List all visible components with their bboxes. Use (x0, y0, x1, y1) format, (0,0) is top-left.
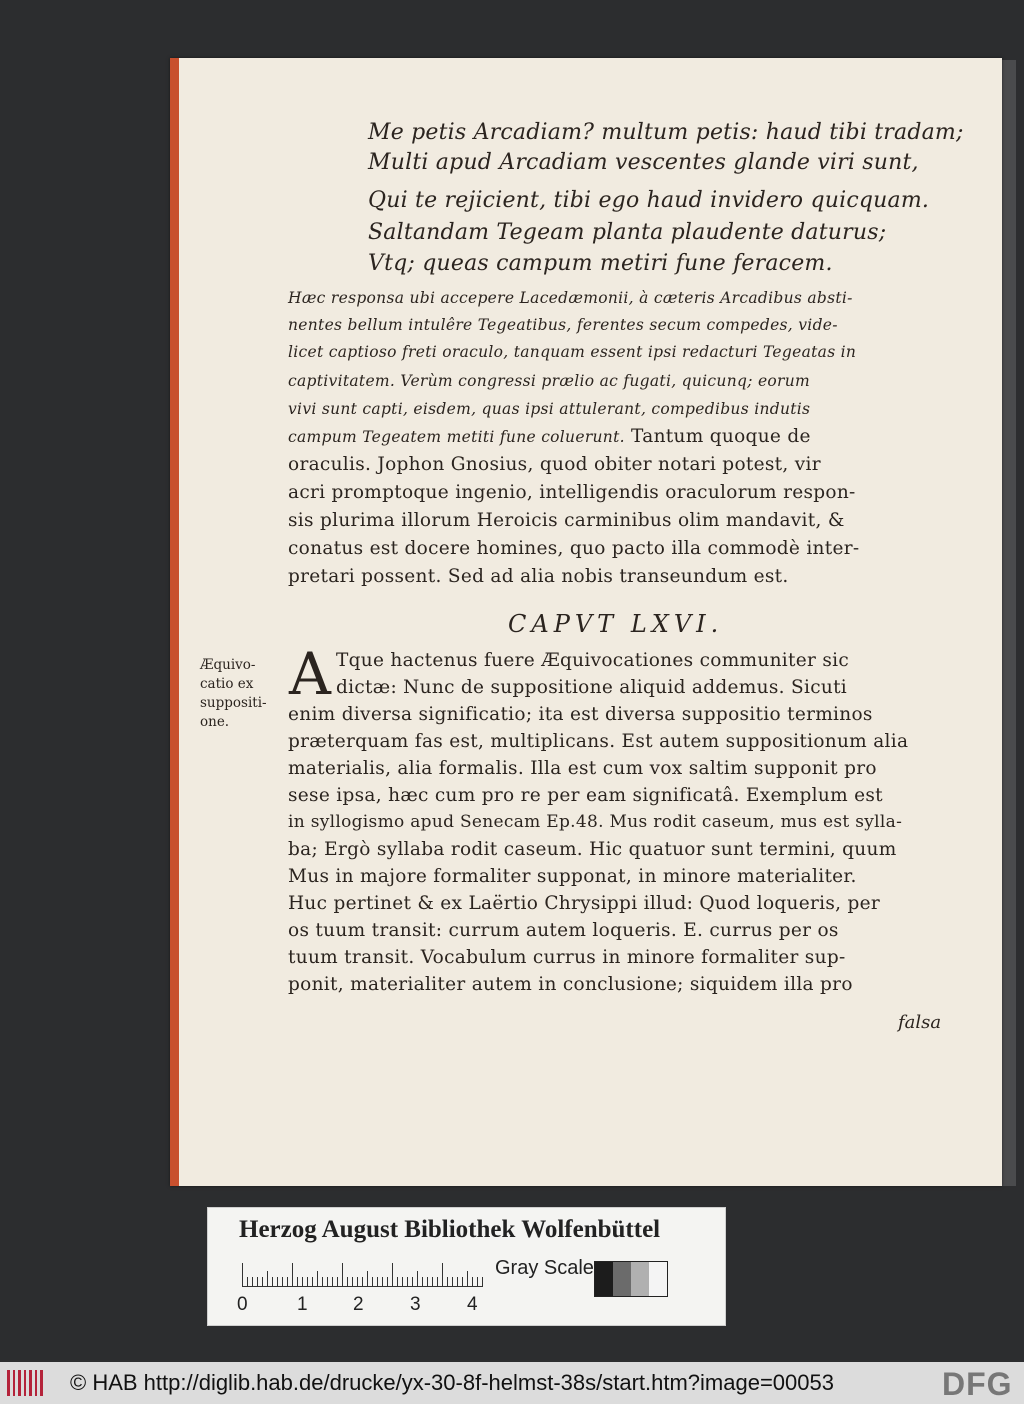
ruler-tick (442, 1263, 443, 1287)
ruler-tick (252, 1277, 253, 1287)
ruler-tick (417, 1271, 418, 1287)
ruler-tick (467, 1271, 468, 1287)
italic-paragraph-line: vivi sunt capti, eisdem, quas ipsi attulerant, compedibus indutis (288, 400, 811, 418)
chapter-line: materialis, alia formalis. Illa est cum vox saltim supponit pro (288, 758, 877, 779)
chapter-line: sese ipsa, hæc cum pro re per eam significatâ. Exemplum est (288, 785, 883, 806)
chapter-line: os tuum transit: currum autem loqueris. E. currus per os (288, 920, 839, 941)
italic-paragraph-line: Hæc responsa ubi accepere Lacedæmonii, à cæteris Arcadibus absti- (288, 289, 853, 307)
ruler-tick (382, 1277, 383, 1287)
ruler-tick (337, 1277, 338, 1287)
ruler-tick (357, 1277, 358, 1287)
body-line: sis plurima illorum Heroicis carminibus olim mandavit, & (288, 510, 845, 531)
body-line: pretari possent. Sed ad alia nobis transeundum est. (288, 566, 789, 587)
ruler-tick (412, 1277, 413, 1287)
chapter-line: tuum transit. Vocabulum currus in minore formaliter sup- (288, 947, 846, 968)
ruler-tick (402, 1277, 403, 1287)
ruler-number: 1 (297, 1294, 308, 1315)
ruler-tick (287, 1277, 288, 1287)
margin-note-line: suppositi- (200, 695, 267, 711)
ruler-tick (297, 1277, 298, 1287)
ruler-tick (347, 1277, 348, 1287)
gray-scale-swatches (594, 1261, 668, 1297)
chapter-line: præterquam fas est, multiplicans. Est autem suppositionum alia (288, 731, 909, 752)
catchword: falsa (898, 1012, 942, 1033)
gray-swatch (631, 1262, 649, 1296)
ruler-tick (307, 1277, 308, 1287)
ruler-tick (332, 1277, 333, 1287)
ruler-tick (367, 1271, 368, 1287)
gray-scale-label: Gray Scale (495, 1257, 594, 1279)
verse-line: Me petis Arcadiam? multum petis: haud tibi tradam; (368, 120, 964, 145)
chapter-line: in syllogismo apud Senecam Ep.48. Mus rodit caseum, mus est sylla- (288, 812, 903, 832)
gray-swatch (649, 1262, 667, 1296)
margin-note-line: one. (200, 714, 230, 730)
ruler (242, 1261, 482, 1287)
ruler-tick (392, 1263, 393, 1287)
ruler-tick (362, 1277, 363, 1287)
drop-cap: A (289, 640, 331, 708)
chapter-line: ponit, materialiter autem in conclusione; siquidem illa pro (288, 974, 853, 995)
ruler-tick (422, 1277, 423, 1287)
chapter-line: Tque hactenus fuere Æquivocationes communiter sic (336, 650, 850, 671)
chapter-line: ba; Ergò syllaba rodit caseum. Hic quatuor sunt termini, quum (288, 839, 897, 860)
ruler-tick (242, 1263, 243, 1287)
ruler-tick (327, 1277, 328, 1287)
ruler-tick (447, 1277, 448, 1287)
ruler-tick (302, 1277, 303, 1287)
page-red-edge (170, 58, 179, 1186)
ruler-tick (482, 1277, 483, 1287)
mixed-line-roman: Tantum quoque de (631, 426, 811, 447)
margin-note-line: catio ex (200, 676, 254, 692)
gray-swatch (613, 1262, 631, 1296)
chapter-line: Huc pertinet & ex Laërtio Chrysippi illud: Quod loqueris, per (288, 893, 881, 914)
dfg-logo: DFG (942, 1366, 1013, 1402)
ruler-tick (352, 1277, 353, 1287)
ruler-tick (322, 1277, 323, 1287)
body-line: oraculis. Jophon Gnosius, quod obiter notari potest, vir (288, 454, 821, 475)
italic-paragraph-line: nentes bellum intulêre Tegeatibus, ferentes secum compedes, vide- (288, 316, 838, 334)
verse-line: Qui te rejicient, tibi ego haud invidero quicquam. (368, 188, 930, 213)
ruler-tick (427, 1277, 428, 1287)
ruler-tick (317, 1271, 318, 1287)
ruler-tick (277, 1277, 278, 1287)
ruler-tick (312, 1277, 313, 1287)
ruler-tick (387, 1277, 388, 1287)
ruler-tick (267, 1271, 268, 1287)
ruler-tick (397, 1277, 398, 1287)
verse-line: Saltandam Tegeam planta plaudente daturus; (368, 220, 887, 245)
chapter-line: enim diversa significatio; ita est diversa suppositio terminos (288, 704, 873, 725)
ruler-tick (342, 1263, 343, 1287)
chapter-line: dictæ: Nunc de suppositione aliquid addemus. Sicuti (336, 677, 848, 698)
ruler-number: 4 (467, 1294, 478, 1315)
ruler-tick (457, 1277, 458, 1287)
ruler-tick (377, 1277, 378, 1287)
verse-line: Multi apud Arcadiam vescentes glande viri sunt, (368, 150, 919, 175)
italic-paragraph-line: captivitatem. Verùm congressi prælio ac fugati, quicunq; eorum (288, 372, 811, 390)
ruler-tick (282, 1277, 283, 1287)
scale-card (207, 1207, 726, 1326)
gray-swatch (595, 1262, 613, 1296)
adjacent-page-edge (1002, 60, 1016, 1186)
ruler-number: 3 (410, 1294, 421, 1315)
ruler-tick (372, 1277, 373, 1287)
mixed-line (288, 426, 811, 447)
verse-line: Vtq; queas campum metiri fune feracem. (368, 251, 833, 276)
ruler-number: 2 (353, 1294, 364, 1315)
ruler-tick (477, 1277, 478, 1287)
hab-barcode-icon (6, 1368, 46, 1398)
ruler-tick (432, 1277, 433, 1287)
ruler-tick (292, 1263, 293, 1287)
body-line: acri promptoque ingenio, intelligendis oraculorum respon- (288, 482, 856, 503)
ruler-tick (247, 1277, 248, 1287)
ruler-tick (272, 1277, 273, 1287)
ruler-tick (437, 1277, 438, 1287)
ruler-tick (257, 1277, 258, 1287)
chapter-heading: CAPVT LXVI. (508, 610, 724, 638)
ruler-tick (472, 1277, 473, 1287)
ruler-tick (452, 1277, 453, 1287)
footer-bar (0, 1362, 1024, 1404)
ruler-number: 0 (237, 1294, 248, 1315)
body-line: conatus est docere homines, quo pacto illa commodè inter- (288, 538, 860, 559)
ruler-tick (462, 1277, 463, 1287)
chapter-line: Mus in majore formaliter supponat, in minore materialiter. (288, 866, 857, 887)
margin-note-line: Æquivo- (200, 657, 256, 673)
mixed-line-italic: campum Tegeatem metiti fune coluerunt. (288, 428, 625, 446)
italic-paragraph-line: licet captioso freti oraculo, tanquam essent ipsi redacturi Tegeatas in (288, 343, 857, 361)
ruler-tick (262, 1277, 263, 1287)
footer-url[interactable]: © HAB http://diglib.hab.de/drucke/yx-30-8f-helmst-38s/start.htm?image=00053 (70, 1370, 834, 1395)
ruler-tick (407, 1277, 408, 1287)
library-title: Herzog August Bibliothek Wolfenbüttel (239, 1216, 661, 1243)
